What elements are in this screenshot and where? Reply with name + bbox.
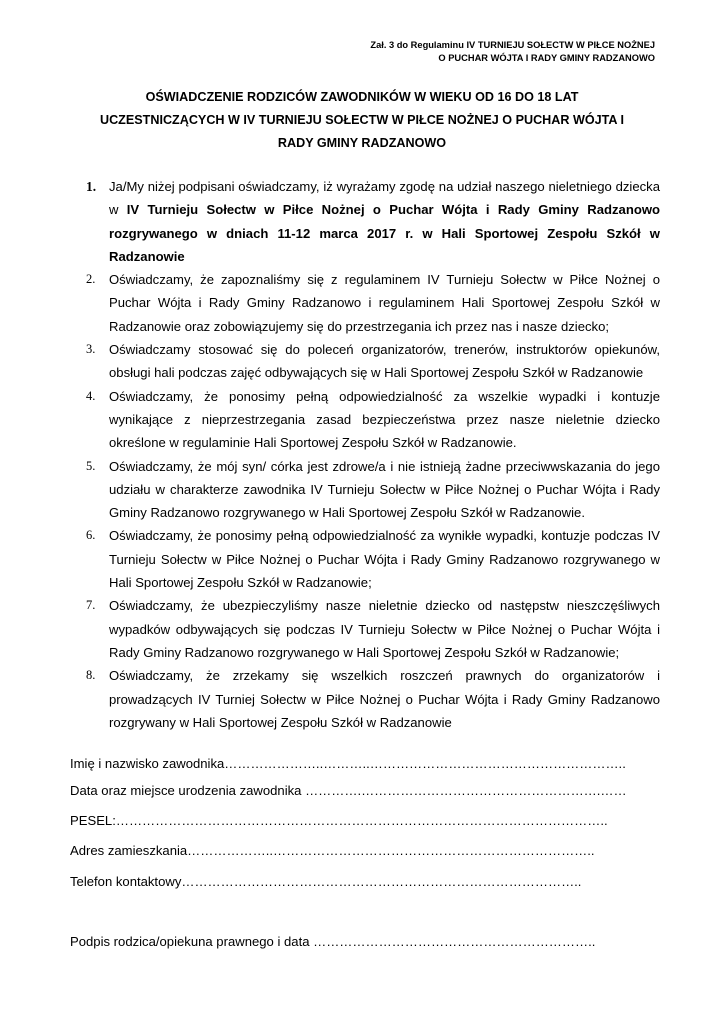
- document-title: [60, 86, 664, 155]
- title-line-2: UCZESTNICZĄCYCH W IV TURNIEJU SOŁECTW W PIŁCE NOŻNEJ O PUCHAR WÓJTA I: [99, 113, 625, 127]
- declaration-number: 5.: [86, 458, 96, 473]
- declaration-item-1: [60, 175, 660, 268]
- declaration-item-5: [60, 455, 660, 525]
- player-name-field[interactable]: Imię i nazwisko zawodnika…………………..………..…………………………………………………..: [70, 756, 626, 771]
- signature-field[interactable]: Podpis rodzica/opiekuna prawnego i data ………………………………………………………..: [70, 934, 596, 949]
- declaration-number: 3.: [86, 342, 96, 357]
- declaration-number: 6.: [86, 528, 96, 543]
- title-line-3: RADY GMINY RADZANOWO: [277, 136, 447, 150]
- declaration-number: 1.: [86, 179, 97, 194]
- declaration-text: Oświadczamy, że ponosimy pełną odpowiedzialność za wynikłe wypadki, kontuzje podczas IV Turnieju Sołectw w Piłce Nożnej o Puchar Wójta i Rady Gminy Radzanowo rozgrywanego w Hali Sportowej Zespołu Szkół w Radzanowie;: [109, 528, 660, 591]
- phone-field[interactable]: Telefon kontaktowy………………………………………………………………………………..: [70, 874, 582, 889]
- annex-line-2: O PUCHAR WÓJTA I RADY GMINY RADZANOWO: [438, 53, 655, 63]
- declaration-number: 7.: [86, 598, 96, 613]
- declarations-list: [60, 175, 660, 734]
- declaration-text: Oświadczamy, że zrzekamy się wszelkich roszczeń prawnych do organizatorów i prowadzących IV Turniej Sołectw w Piłce Nożnej o Puchar Wójta i Rady Gminy Radzanowo rozgrywany w Hali Sportowej Zespołu Szkół w Radzanowie: [109, 668, 660, 730]
- annex-note: [370, 39, 655, 65]
- declaration-item-3: [60, 338, 660, 385]
- declaration-item-4: [60, 385, 660, 455]
- declaration-text: Oświadczamy, że mój syn/ córka jest zdrowe/a i nie istnieją żadne przeciwwskazania do jego udziału w charakterze zawodnika IV Turnieju Sołectw w Piłce Nożnej o Puchar Wójta i Rady Gminy Radzanowo rozgrywanego w Hali Sportowej Zespołu Szkół w Radzanowie.: [109, 458, 660, 521]
- declaration-text: Oświadczamy, że zapoznaliśmy się z regulaminem IV Turnieju Sołectw w Piłce Nożnej o Puchar Wójta i Rady Gminy Radzanowo i regulaminem Hali Sportowej Zespołu Szkół w Radzanowie oraz zobowiązujemy się do przestrzegania ich przez nas i nasze dziecko;: [109, 272, 660, 334]
- declaration-text-bold: IV Turnieju Sołectw w Piłce Nożnej o Puchar Wójta i Rady Gminy Radzanowo rozgrywanego w dniach 11-12 marca 2017 r. w Hali Sportowej Zespołu Szkół w Radzanowie: [109, 202, 660, 264]
- declaration-number: 4.: [86, 388, 96, 403]
- title-line-1: OŚWIADCZENIE RODZICÓW ZAWODNIKÓW W WIEKU OD 16 DO 18 LAT: [145, 90, 579, 104]
- annex-line-1: Zał. 3 do Regulaminu IV TURNIEJU SOŁECTW W PIŁCE NOŻNEJ: [370, 40, 655, 50]
- declaration-text: Oświadczamy stosować się do poleceń organizatorów, trenerów, instruktorów opiekunów, obsługi hali podczas zajęć odbywających się w Hali Sportowej Zespołu Szkół w Radzanowie: [109, 342, 660, 381]
- declaration-text: Oświadczamy, że ubezpieczyliśmy nasze nieletnie dziecko od następstw nieszczęśliwych wypadków odbywających się podczas IV Turnieju Sołectw w Piłce Nożnej o Puchar Wójta i Rady Gminy Radzanowo rozgrywanego w Hali Sportowej Zespołu Szkół w Radzanowie;: [109, 598, 660, 660]
- declaration-item-8: [60, 664, 660, 734]
- pesel-field[interactable]: PESEL:…………………………………………………………………………………………………..: [70, 813, 608, 828]
- declaration-text: Oświadczamy, że ponosimy pełną odpowiedzialność za wszelkie wypadki i kontuzje wynikające z nieprzestrzegania zasad bezpieczeństwa przez nasze nieletnie dziecko określone w regulaminie Hali Sportowej Zespołu Szkół w Radzanowie.: [109, 388, 660, 451]
- declaration-item-6: [60, 524, 660, 594]
- declaration-item-2: [60, 268, 660, 338]
- declaration-number: 8.: [86, 668, 96, 683]
- declaration-text-regular: Ja/My niżej podpisani oświadczamy, iż wyrażamy zgodę na udział naszego nieletniego dziecka w: [109, 179, 660, 218]
- declaration-item-7: [60, 594, 660, 664]
- birth-date-place-field[interactable]: Data oraz miejsce urodzenia zawodnika ………….……………………………………………….……: [70, 783, 627, 798]
- declaration-number: 2.: [86, 272, 96, 287]
- address-field[interactable]: Adres zamieszkania………………..………………………………………………………………..: [70, 843, 595, 858]
- declaration-text: [109, 175, 660, 268]
